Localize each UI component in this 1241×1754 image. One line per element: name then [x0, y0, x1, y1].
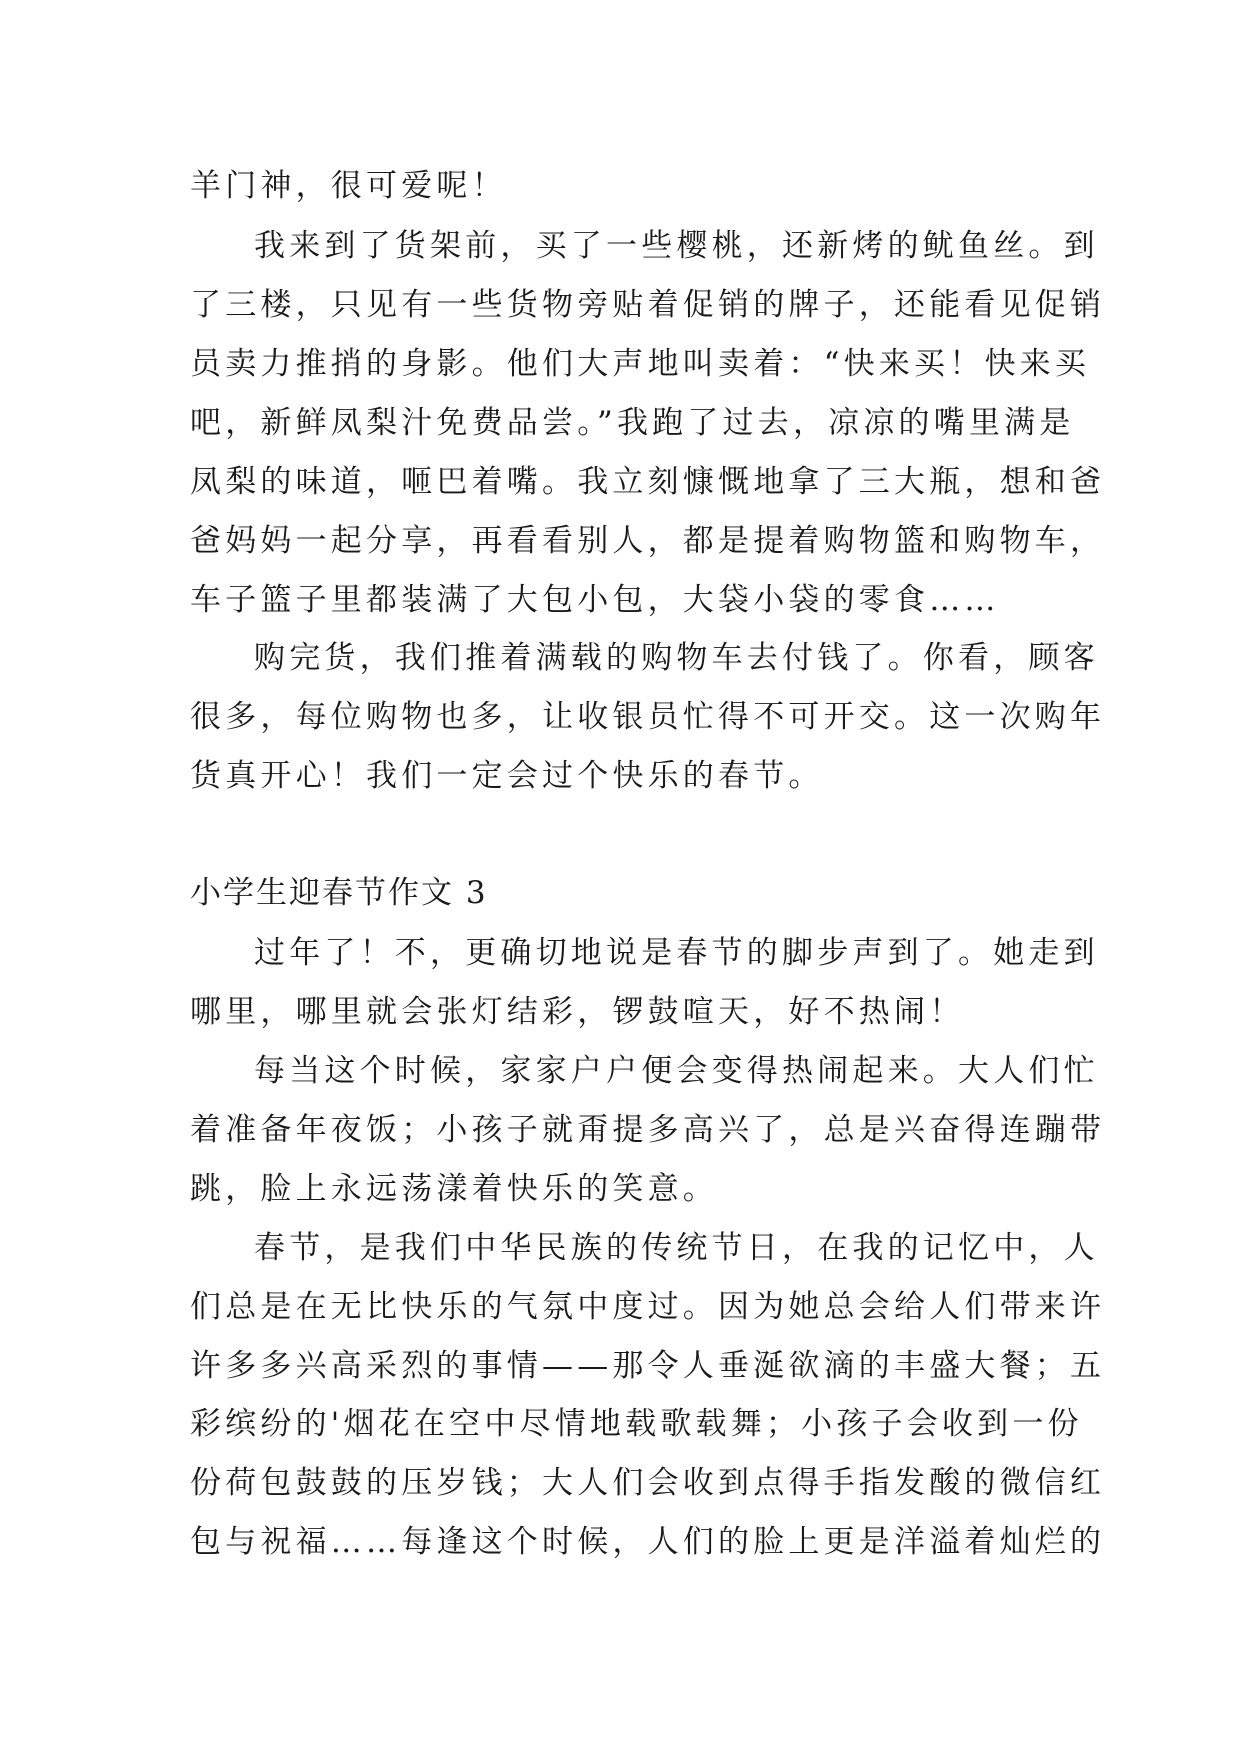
text-line: 货真开心！我们一定会过个快乐的春节。 — [190, 758, 824, 794]
text-line: 包与祝福……每逢这个时候，人们的脸上更是洋溢着灿烂的 — [190, 1524, 1106, 1560]
text-line: 着准备年夜饭；小孩子就甭提多高兴了，总是兴奋得连蹦带 — [190, 1112, 1106, 1148]
paragraph-start-line: 每当这个时候，家家户户便会变得热闹起来。大人们忙 — [254, 1053, 1099, 1089]
text-line: 许多多兴高采烈的事情——那令人垂涎欲滴的丰盛大餐；五 — [190, 1348, 1106, 1384]
text-line: 羊门神，很可爱呢！ — [190, 168, 507, 204]
text-line: 份荷包鼓鼓的压岁钱；大人们会收到点得手指发酸的微信红 — [190, 1465, 1106, 1501]
text-line: 车子篮子里都装满了大包小包，大袋小袋的零食…… — [190, 582, 1000, 618]
text-line: 哪里，哪里就会张灯结彩，锣鼓喧天，好不热闹！ — [190, 994, 965, 1030]
text-line: 彩缤纷的'烟花在空中尽情地载歌载舞；小孩子会收到一份 — [190, 1406, 1083, 1442]
paragraph-start-line: 购完货，我们推着满载的购物车去付钱了。你看，顾客 — [254, 640, 1099, 676]
paragraph-start-line: 春节，是我们中华民族的传统节日，在我的记忆中，人 — [254, 1230, 1099, 1266]
paragraph-start-line: 我来到了货架前，买了一些樱桃，还新烤的鱿鱼丝。到 — [254, 228, 1099, 264]
text-line: 跳，脸上永远荡漾着快乐的笑意。 — [190, 1171, 718, 1207]
text-line: 凤梨的味道，咂巴着嘴。我立刻慷慨地拿了三大瓶，想和爸 — [190, 464, 1106, 500]
text-line: 们总是在无比快乐的气氛中度过。因为她总会给人们带来许 — [190, 1289, 1106, 1325]
text-line: 员卖力推捎的身影。他们大声地叫卖着：“快来买！快来买 — [190, 346, 1091, 382]
text-line: 爸妈妈一起分享，再看看别人，都是提着购物篮和购物车， — [190, 523, 1106, 559]
paragraph-start-line: 过年了！不，更确切地说是春节的脚步声到了。她走到 — [254, 935, 1099, 971]
text-line: 很多，每位购物也多，让收银员忙得不可开交。这一次购年 — [190, 699, 1106, 735]
text-line: 了三楼，只见有一些货物旁贴着促销的牌子，还能看见促销 — [190, 287, 1106, 323]
section-heading: 小学生迎春节作文 3 — [190, 875, 488, 911]
text-line: 吧，新鲜凤梨汁免费品尝。”我跑了过去，凉凉的嘴里满是 — [190, 405, 1075, 441]
